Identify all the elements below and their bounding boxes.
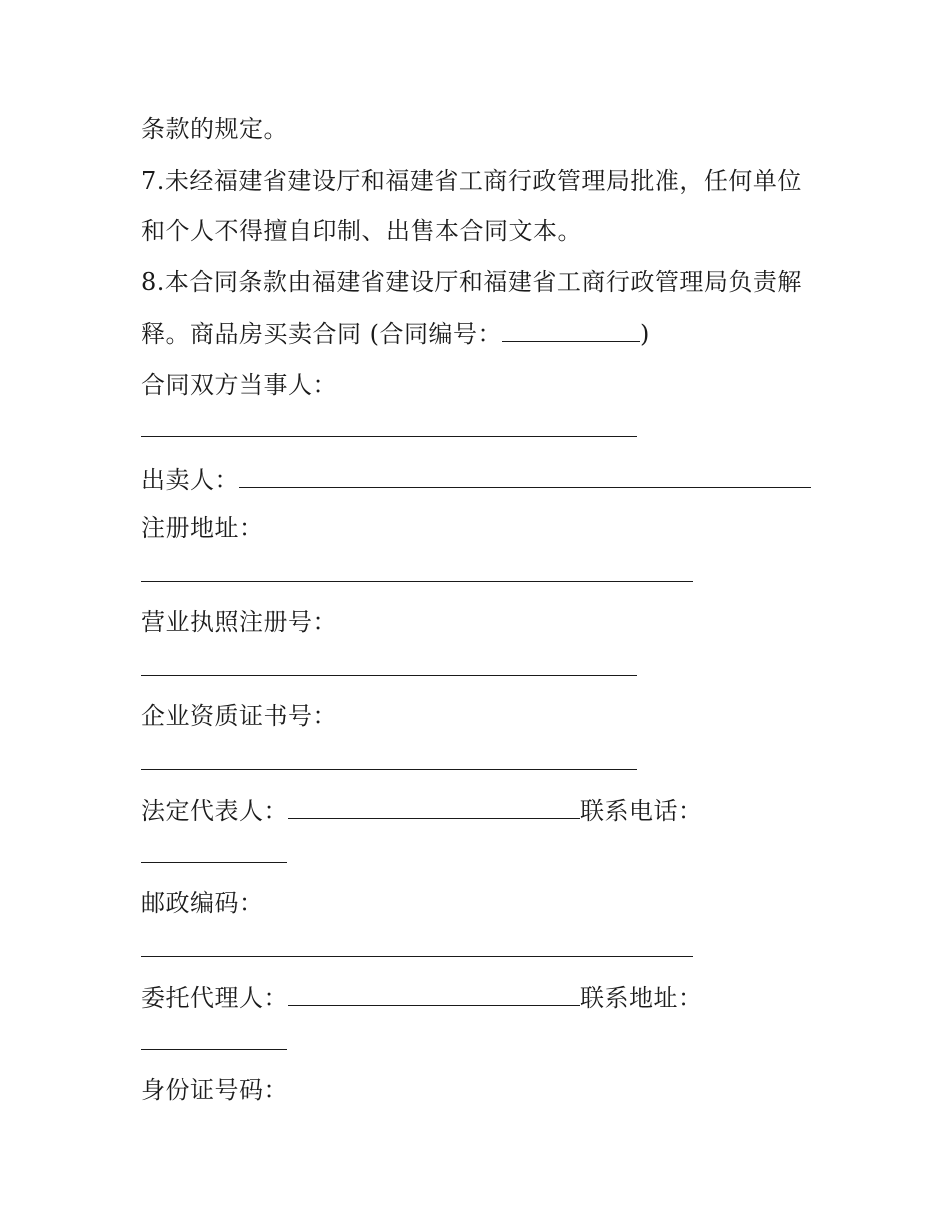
seller-line	[141, 463, 811, 496]
text-line-clause-end: 条款的规定。	[141, 115, 288, 143]
registered-address-blank-line[interactable]	[141, 581, 693, 582]
phone-blank-line[interactable]	[141, 862, 287, 863]
label-qualification-cert: 企业资质证书号：	[141, 702, 337, 730]
label-phone: 联系电话：	[580, 797, 703, 825]
parties-blank-line[interactable]	[141, 436, 637, 437]
label-postal-code: 邮政编码：	[141, 889, 264, 917]
label-legal-rep: 法定代表人：	[141, 797, 288, 825]
label-id-number: 身份证号码：	[141, 1076, 288, 1104]
contract-title-text: 释。商品房买卖合同 (合同编号：	[141, 320, 502, 348]
business-license-blank-line[interactable]	[141, 675, 637, 676]
text-line-contract-title	[141, 317, 650, 350]
label-registered-address: 注册地址：	[141, 514, 264, 542]
legal-rep-blank[interactable]	[288, 794, 580, 819]
contract-title-close: )	[640, 320, 650, 348]
label-business-license: 营业执照注册号：	[141, 608, 337, 636]
text-line-item-8: 8.本合同条款由福建省建设厅和福建省工商行政管理局负责解	[141, 268, 802, 296]
text-line-item-7: 7.未经福建省建设厅和福建省工商行政管理局批准，任何单位	[141, 167, 802, 195]
postal-code-blank-line[interactable]	[141, 956, 693, 957]
label-agent: 委托代理人：	[141, 984, 288, 1012]
label-parties: 合同双方当事人：	[141, 371, 337, 399]
text-line-item-7-cont: 和个人不得擅自印制、出售本合同文本。	[141, 217, 582, 245]
qualification-cert-blank-line[interactable]	[141, 769, 637, 770]
contact-address-blank-line[interactable]	[141, 1049, 287, 1050]
agent-line	[141, 981, 703, 1014]
agent-blank[interactable]	[288, 981, 580, 1006]
legal-rep-line	[141, 794, 703, 827]
contract-number-blank[interactable]	[502, 317, 640, 342]
seller-blank[interactable]	[239, 463, 811, 488]
label-contact-address: 联系地址：	[580, 984, 703, 1012]
label-seller: 出卖人：	[141, 466, 239, 494]
